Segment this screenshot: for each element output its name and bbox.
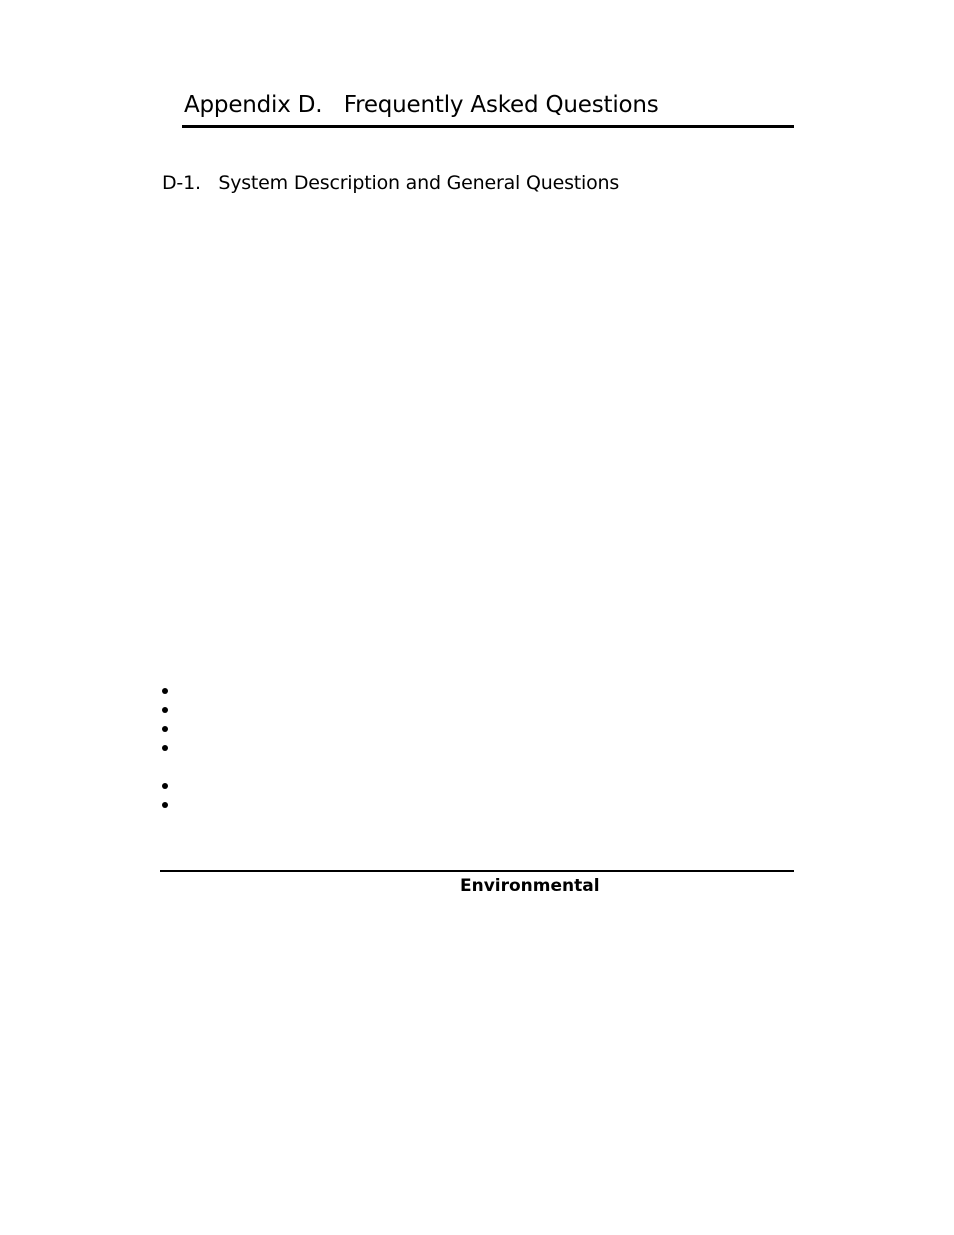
- bullet-icon: [162, 707, 168, 713]
- list-item: [160, 796, 170, 815]
- footer-label: Environmental: [460, 876, 600, 896]
- list-item: [160, 777, 170, 796]
- bullet-list: [160, 682, 170, 815]
- footer-divider: [160, 870, 794, 872]
- list-item: [160, 682, 170, 701]
- bullet-icon: [162, 783, 168, 789]
- list-item: [160, 720, 170, 739]
- bullet-icon: [162, 745, 168, 751]
- title-divider: [182, 125, 794, 128]
- appendix-title: Appendix D. Frequently Asked Questions: [184, 92, 659, 118]
- section-heading: D-1. System Description and General Questions: [162, 172, 620, 194]
- bullet-icon: [162, 688, 168, 694]
- bullet-icon: [162, 802, 168, 808]
- list-item: [160, 739, 170, 758]
- bullet-icon: [162, 726, 168, 732]
- list-item: [160, 701, 170, 720]
